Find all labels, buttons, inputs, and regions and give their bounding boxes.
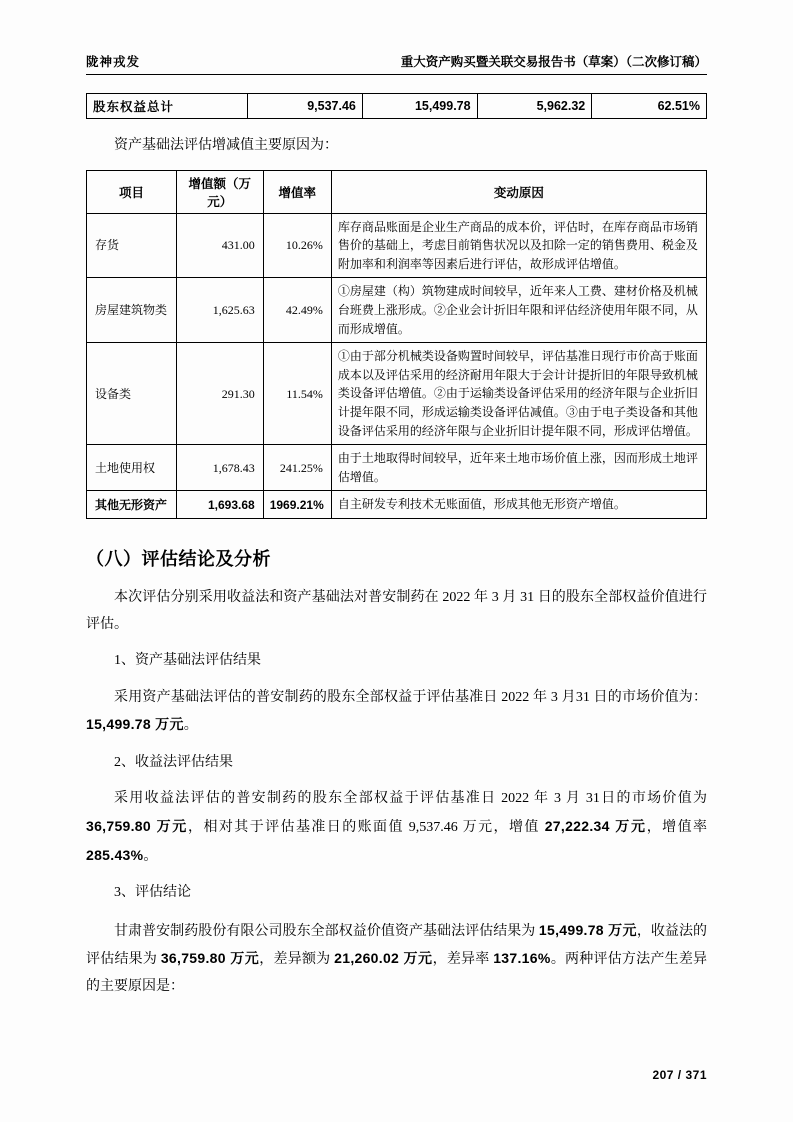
row-rate: 11.54% (263, 343, 331, 445)
text-segment: ，收益法的评估结果为 (86, 923, 708, 968)
table-row (87, 491, 707, 519)
table-row (87, 94, 707, 119)
page-header (86, 52, 707, 74)
value-difference-rate: 137.16% (493, 950, 551, 967)
table-row (87, 278, 707, 343)
text-segment: 。 (183, 718, 198, 734)
row-item-name: 房屋建筑物类 (87, 278, 177, 343)
text-segment: ，增值率 (646, 820, 708, 836)
paragraph-overview: 本次评估分别采用收益法和资产基础法对普安制药在 2022 年 3 月 31 日的股东全部权益价值进行评估。 (86, 589, 707, 632)
table-row (87, 213, 707, 278)
value-income-based: 36,759.80 万元 (86, 818, 189, 835)
col-header-rate: 增值率 (263, 170, 331, 213)
equity-summary-table (86, 93, 707, 119)
row-amount: 431.00 (176, 213, 263, 278)
row-reason: 库存商品账面是企业生产商品的成本价，评估时，在库存商品市场销售价的基础上，考虑目前销售状况以及扣除一定的销售费用、税金及附加率和利润率等因素后进行评估，故形成评估增值。 (331, 213, 706, 278)
header-company-name: 陇神戎发 (86, 55, 141, 69)
table-row (87, 445, 707, 491)
row-reason: ①房屋建（构）筑物建成时间较早，近年来人工费、建材价格及机械台班费上涨形成。②企业会计折旧年限和评估经济使用年限不同，从而形成增值。 (331, 278, 706, 343)
value-conclusion-income-based: 36,759.80 万元 (160, 950, 260, 967)
table-header-row (87, 170, 707, 213)
value-conclusion-asset-based: 15,499.78 万元 (538, 921, 637, 938)
page-number: 207 / 371 (652, 1068, 707, 1082)
table-row (87, 343, 707, 445)
value-increment-rate: 285.43% (86, 846, 144, 863)
row-rate: 42.49% (263, 278, 331, 343)
value-increment: 27,222.34 万元 (544, 818, 647, 835)
row-reason: ①由于部分机械类设备购置时间较早，评估基准日现行市价高于账面成本以及评估采用的经济耐用年限大于会计计提折旧的年限导致机械类设备评估增值。②由于运输类设备评估采用的经济年限与企业折旧计提年限不同，形成运输类设备评估减值。③由于电子类设备和其他设备评估采用的经济年限与企业折旧计提年限不同，形成评估增值。 (331, 343, 706, 445)
equity-increment-rate: 62.51% (592, 94, 707, 119)
lead-paragraph: 资产基础法评估增减值主要原因为： (114, 138, 338, 153)
text-segment: ，相对其于评估基准日的账面值 9,537.46 万元，增值 (188, 820, 545, 836)
row-amount: 1,678.43 (176, 445, 263, 491)
row-reason: 自主研发专利技术无账面值，形成其他无形资产增值。 (331, 491, 706, 519)
text-segment: 采用收益法评估的普安制药的股东全部权益于评估基准日 2022 年 3 月 31日的市场价值为 (114, 791, 707, 807)
text-segment: ，差异额为 (259, 952, 335, 968)
row-item-name: 土地使用权 (87, 445, 177, 491)
text-segment: 。 (143, 848, 158, 864)
equity-book-value: 9,537.46 (248, 94, 363, 119)
header-divider (86, 74, 707, 75)
row-item-name: 存货 (87, 213, 177, 278)
paragraph-income-result (86, 786, 707, 870)
col-header-item: 项目 (87, 170, 177, 213)
section-heading: （八）评估结论及分析 (86, 548, 271, 569)
row-amount: 291.30 (176, 343, 263, 445)
row-amount: 1,625.63 (176, 278, 263, 343)
text-segment: 。两种评估方法产生差异的主要原因是： (86, 952, 708, 995)
row-rate: 241.25% (263, 445, 331, 491)
row-item-name: 其他无形资产 (87, 491, 177, 519)
equity-total-label: 股东权益总计 (87, 94, 248, 119)
row-rate: 1969.21% (263, 491, 331, 519)
paragraph-asset-based-result (86, 685, 707, 740)
row-amount: 1,693.68 (176, 491, 263, 519)
value-difference: 21,260.02 万元 (334, 950, 433, 967)
equity-appraised-value: 15,499.78 (362, 94, 477, 119)
valuation-change-table (86, 170, 707, 519)
row-item-name: 设备类 (87, 343, 177, 445)
text-segment: 采用资产基础法评估的普安制药的股东全部权益于评估基准日 2022 年 3 月31 日的市场价值为： (114, 689, 707, 705)
equity-increment: 5,962.32 (477, 94, 592, 119)
row-rate: 10.26% (263, 213, 331, 278)
text-segment: 甘肃普安制药股份有限公司股东全部权益价值资产基础法评估结果为 (114, 923, 539, 939)
row-reason: 由于土地取得时间较早，近年来土地市场价值上涨，因而形成土地评估增值。 (331, 445, 706, 491)
subheading-conclusion: 3、评估结论 (114, 885, 191, 901)
col-header-reason: 变动原因 (331, 170, 706, 213)
subheading-asset-based: 1、资产基础法评估结果 (114, 653, 261, 669)
header-document-title: 重大资产购买暨关联交易报告书（草案）（二次修订稿） (400, 55, 707, 69)
subheading-income-approach: 2、收益法评估结果 (114, 754, 233, 770)
text-segment: ，差异率 (432, 952, 494, 968)
value-asset-based: 15,499.78 万元 (86, 716, 184, 733)
paragraph-conclusion (86, 917, 707, 1001)
col-header-amount: 增值额（万元） (176, 170, 263, 213)
